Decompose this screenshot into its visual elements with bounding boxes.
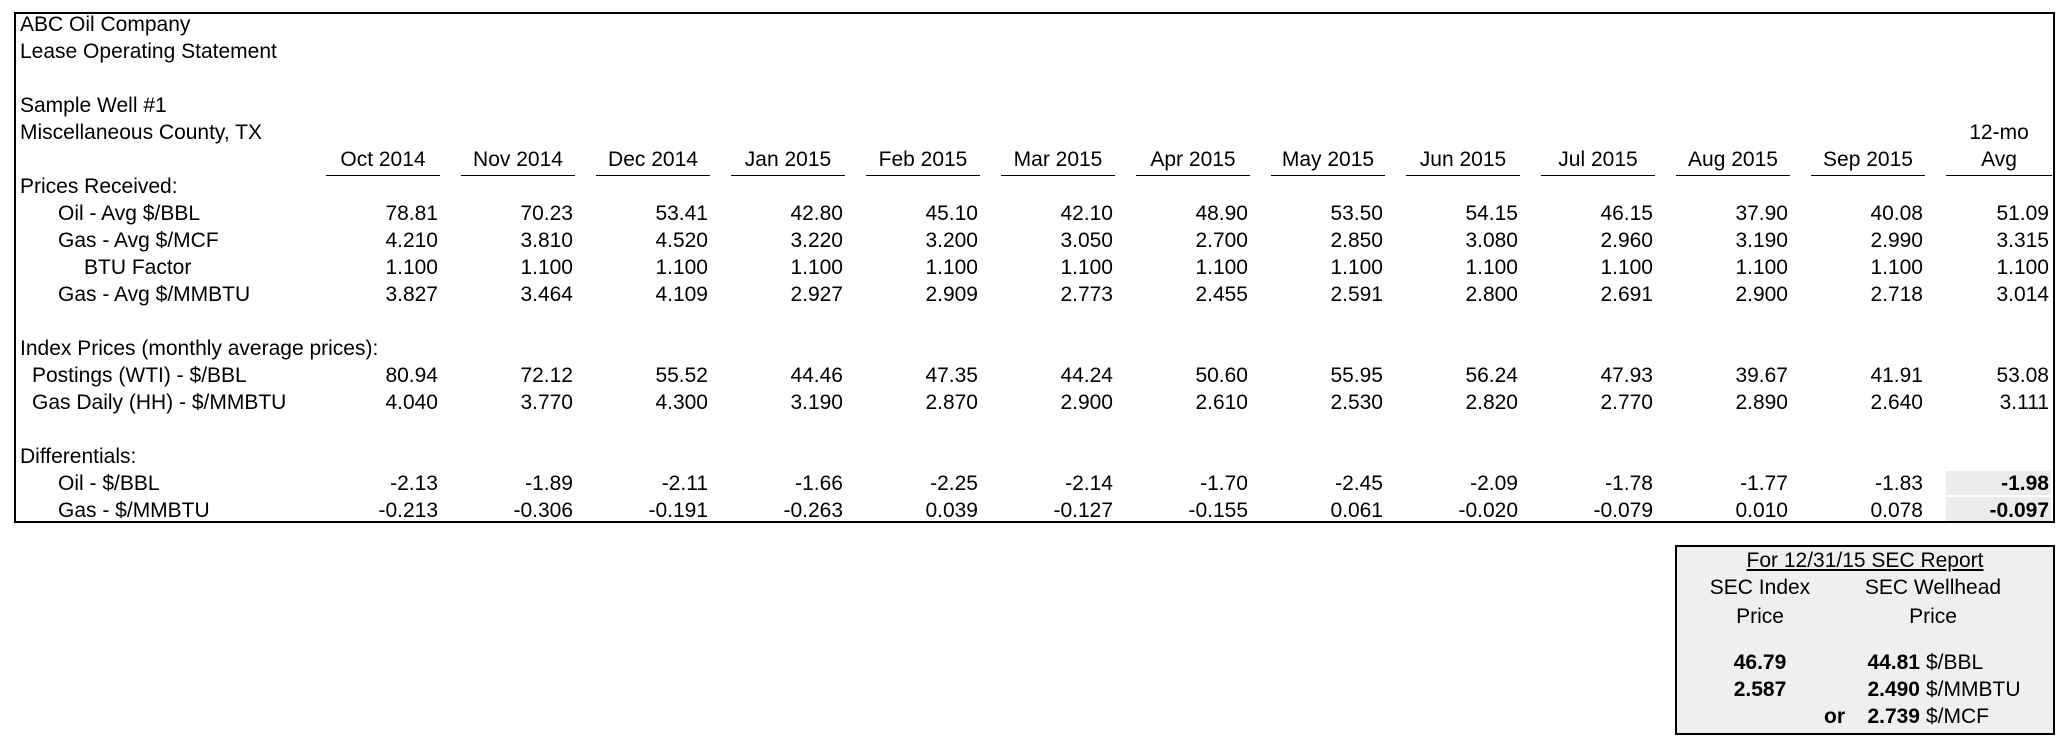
row-label: Oil - $/BBL xyxy=(58,472,160,495)
table-cell: -0.020 xyxy=(1458,499,1518,522)
sec-wellhead-header-line2: Price xyxy=(1909,605,1957,628)
avg-cell: 51.09 xyxy=(1996,202,2049,225)
sec-gas-wellhead: 2.490 xyxy=(1867,678,1920,701)
table-cell: 1.100 xyxy=(1870,256,1923,279)
sec-oil-index: 46.79 xyxy=(1733,651,1787,674)
table-cell: 53.41 xyxy=(655,202,708,225)
table-cell: 1.100 xyxy=(1330,256,1383,279)
table-cell: 72.12 xyxy=(520,364,573,387)
column-header: Jul 2015 xyxy=(1541,148,1655,176)
table-cell: 3.050 xyxy=(1060,229,1113,252)
table-cell: -0.306 xyxy=(513,499,573,522)
table-cell: 2.850 xyxy=(1330,229,1383,252)
section-prices-received: Prices Received: xyxy=(20,175,178,198)
table-cell: 2.773 xyxy=(1060,283,1113,306)
table-cell: 47.35 xyxy=(925,364,978,387)
table-cell: 2.960 xyxy=(1600,229,1653,252)
table-cell: 55.95 xyxy=(1330,364,1383,387)
table-cell: 1.100 xyxy=(925,256,978,279)
table-cell: 2.718 xyxy=(1870,283,1923,306)
table-cell: 3.827 xyxy=(385,283,438,306)
table-cell: 42.80 xyxy=(790,202,843,225)
avg-header-line1: 12-mo xyxy=(1969,121,2029,144)
table-cell: 1.100 xyxy=(1060,256,1113,279)
table-cell: 2.990 xyxy=(1870,229,1923,252)
table-cell: 70.23 xyxy=(520,202,573,225)
avg-cell: -1.98 xyxy=(2001,472,2049,495)
table-cell: -0.127 xyxy=(1053,499,1113,522)
sec-wellhead-header-line1: SEC Wellhead xyxy=(1864,576,2002,599)
table-cell: 4.300 xyxy=(655,391,708,414)
table-cell: 2.455 xyxy=(1195,283,1248,306)
table-cell: 1.100 xyxy=(790,256,843,279)
table-cell: 2.610 xyxy=(1195,391,1248,414)
table-cell: 3.080 xyxy=(1465,229,1518,252)
table-cell: 45.10 xyxy=(925,202,978,225)
column-header: May 2015 xyxy=(1271,148,1385,176)
table-cell: 55.52 xyxy=(655,364,708,387)
column-header: Jan 2015 xyxy=(731,148,845,176)
table-cell: -0.155 xyxy=(1188,499,1248,522)
table-cell: 53.50 xyxy=(1330,202,1383,225)
table-cell: 78.81 xyxy=(385,202,438,225)
row-label: Gas - Avg $/MMBTU xyxy=(58,283,251,306)
table-cell: -2.25 xyxy=(930,472,978,495)
sec-gas-mcf-wellhead: 2.739 xyxy=(1867,705,1920,728)
table-cell: 4.109 xyxy=(655,283,708,306)
table-cell: -1.77 xyxy=(1740,472,1788,495)
table-cell: 37.90 xyxy=(1735,202,1788,225)
sec-gas-mcf-unit: $/MCF xyxy=(1926,705,1989,728)
avg-cell: 3.014 xyxy=(1996,283,2049,306)
table-cell: 2.640 xyxy=(1870,391,1923,414)
table-cell: 2.900 xyxy=(1060,391,1113,414)
table-cell: 56.24 xyxy=(1465,364,1518,387)
table-cell: 47.93 xyxy=(1600,364,1653,387)
table-cell: 4.520 xyxy=(655,229,708,252)
sec-gas-index: 2.587 xyxy=(1733,678,1787,701)
avg-cell: 3.315 xyxy=(1996,229,2049,252)
column-header: Mar 2015 xyxy=(1001,148,1115,176)
row-label: Gas - Avg $/MCF xyxy=(58,229,219,252)
table-cell: 1.100 xyxy=(520,256,573,279)
row-label: BTU Factor xyxy=(84,256,192,279)
avg-header-line2: Avg xyxy=(1946,148,2052,176)
table-cell: 39.67 xyxy=(1735,364,1788,387)
table-cell: -1.66 xyxy=(795,472,843,495)
table-cell: -2.13 xyxy=(390,472,438,495)
row-label: Gas Daily (HH) - $/MMBTU xyxy=(32,391,287,414)
table-cell: 2.770 xyxy=(1600,391,1653,414)
table-cell: -2.09 xyxy=(1470,472,1518,495)
avg-cell: 1.100 xyxy=(1996,256,2049,279)
table-cell: 2.900 xyxy=(1735,283,1788,306)
sec-gas-mcf-prefix: or xyxy=(1824,705,1845,728)
table-cell: 2.700 xyxy=(1195,229,1248,252)
table-cell: 1.100 xyxy=(655,256,708,279)
table-cell: 41.91 xyxy=(1870,364,1923,387)
row-label: Postings (WTI) - $/BBL xyxy=(32,364,247,387)
table-cell: 2.691 xyxy=(1600,283,1653,306)
sec-index-header-line1: SEC Index xyxy=(1709,576,1811,599)
table-cell: 1.100 xyxy=(1735,256,1788,279)
column-header: Aug 2015 xyxy=(1676,148,1790,176)
table-cell: 3.810 xyxy=(520,229,573,252)
table-cell: 2.927 xyxy=(790,283,843,306)
well-name: Sample Well #1 xyxy=(20,94,167,117)
table-cell: 2.870 xyxy=(925,391,978,414)
statement-title: Lease Operating Statement xyxy=(20,40,277,63)
table-cell: 1.100 xyxy=(1465,256,1518,279)
table-cell: 80.94 xyxy=(385,364,438,387)
section-differentials: Differentials: xyxy=(20,445,137,468)
avg-cell: -0.097 xyxy=(1989,499,2049,522)
table-cell: 54.15 xyxy=(1465,202,1518,225)
company-name: ABC Oil Company xyxy=(20,13,191,36)
table-cell: -0.079 xyxy=(1593,499,1653,522)
table-cell: -1.89 xyxy=(525,472,573,495)
avg-cell: 53.08 xyxy=(1996,364,2049,387)
table-cell: 50.60 xyxy=(1195,364,1248,387)
table-cell: 3.464 xyxy=(520,283,573,306)
table-cell: 0.078 xyxy=(1870,499,1923,522)
table-cell: 3.220 xyxy=(790,229,843,252)
table-cell: -1.70 xyxy=(1200,472,1248,495)
table-cell: 3.200 xyxy=(925,229,978,252)
table-cell: 3.190 xyxy=(790,391,843,414)
row-label: Gas - $/MMBTU xyxy=(58,499,210,522)
table-cell: -0.263 xyxy=(783,499,843,522)
county-name: Miscellaneous County, TX xyxy=(20,121,263,144)
column-header: Nov 2014 xyxy=(461,148,575,176)
column-header: Oct 2014 xyxy=(326,148,440,176)
column-header: Dec 2014 xyxy=(596,148,710,176)
table-cell: -0.191 xyxy=(648,499,708,522)
table-cell: 0.010 xyxy=(1735,499,1788,522)
column-header: Apr 2015 xyxy=(1136,148,1250,176)
column-header: Jun 2015 xyxy=(1406,148,1520,176)
table-cell: -1.83 xyxy=(1875,472,1923,495)
sec-gas-unit: $/MMBTU xyxy=(1926,678,2021,701)
table-cell: 48.90 xyxy=(1195,202,1248,225)
sec-index-header-line2: Price xyxy=(1736,605,1784,628)
table-cell: 2.530 xyxy=(1330,391,1383,414)
table-cell: -2.14 xyxy=(1065,472,1113,495)
table-cell: -2.45 xyxy=(1335,472,1383,495)
table-cell: 42.10 xyxy=(1060,202,1113,225)
sec-report-title: For 12/31/15 SEC Report xyxy=(1746,549,1984,572)
table-cell: 3.770 xyxy=(520,391,573,414)
table-cell: 4.210 xyxy=(385,229,438,252)
table-cell: 1.100 xyxy=(385,256,438,279)
table-cell: 44.24 xyxy=(1060,364,1113,387)
table-cell: 2.909 xyxy=(925,283,978,306)
table-cell: 0.039 xyxy=(925,499,978,522)
table-cell: -2.11 xyxy=(661,472,708,495)
table-cell: 4.040 xyxy=(385,391,438,414)
table-cell: 0.061 xyxy=(1330,499,1383,522)
table-cell: 46.15 xyxy=(1600,202,1653,225)
table-cell: 2.890 xyxy=(1735,391,1788,414)
table-cell: 1.100 xyxy=(1600,256,1653,279)
row-label: Oil - Avg $/BBL xyxy=(58,202,201,225)
table-cell: 3.190 xyxy=(1735,229,1788,252)
table-cell: 1.100 xyxy=(1195,256,1248,279)
column-header: Sep 2015 xyxy=(1811,148,1925,176)
sec-oil-wellhead: 44.81 xyxy=(1867,651,1920,674)
table-cell: 40.08 xyxy=(1870,202,1923,225)
table-cell: 2.820 xyxy=(1465,391,1518,414)
section-index-prices: Index Prices (monthly average prices): xyxy=(20,337,379,360)
sec-oil-unit: $/BBL xyxy=(1926,651,1984,674)
table-cell: 2.591 xyxy=(1330,283,1383,306)
table-cell: 44.46 xyxy=(790,364,843,387)
table-cell: -1.78 xyxy=(1605,472,1653,495)
column-header: Feb 2015 xyxy=(866,148,980,176)
avg-cell: 3.111 xyxy=(1999,391,2049,414)
table-cell: 2.800 xyxy=(1465,283,1518,306)
table-cell: -0.213 xyxy=(378,499,438,522)
